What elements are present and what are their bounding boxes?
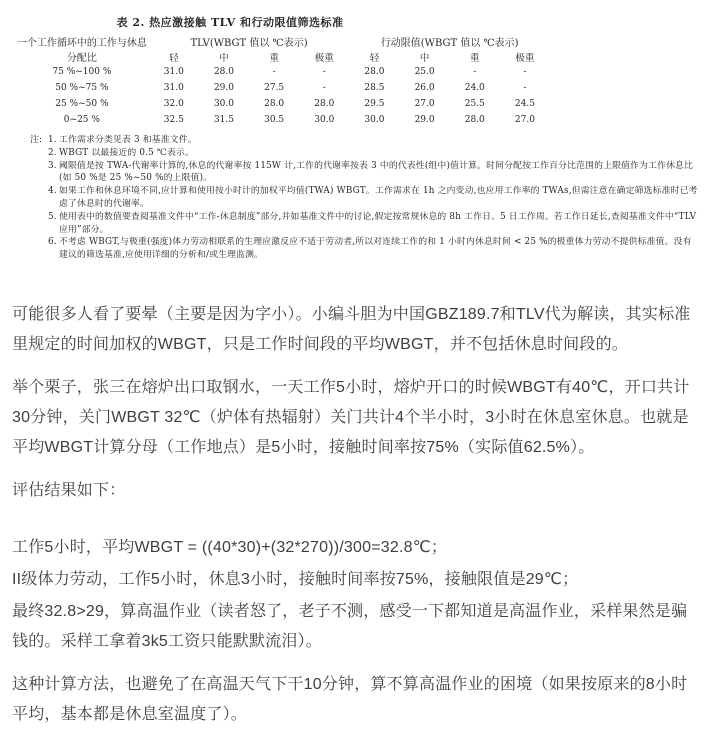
paragraph-results-heading: 评估结果如下： bbox=[12, 481, 126, 499]
table-cell: 27.5 bbox=[264, 83, 285, 93]
footnote bbox=[48, 147, 698, 160]
col-header: 极重 bbox=[314, 52, 334, 64]
footnote bbox=[48, 134, 698, 147]
footnote-number: 1. bbox=[48, 135, 57, 145]
table-cell: 31.0 bbox=[163, 67, 184, 77]
table-cell: 30.0 bbox=[213, 99, 234, 109]
paragraph-labor-level: II级体力劳动，工作5小时，休息3小时，接触时间率按75%，接触限值是29℃； bbox=[12, 570, 579, 588]
row-label: 25 %~50 % bbox=[55, 99, 109, 109]
table-cell: 25.5 bbox=[464, 99, 485, 109]
footnote-text: 阈限值是按 TWA-代谢率计算的,休息的代谢率按 115W 计,工作的代谢率按表 3 中的代表性(组中)值计算。时间分配按工作百分比范围的上限值作为工作休息比(如 50 %是 25 %~50 %的上限值)。 bbox=[59, 160, 694, 184]
table-cell: - bbox=[523, 83, 527, 93]
action-limit-group-header: 行动限值(WBGT 值以 ℃表示) bbox=[380, 38, 519, 50]
table-cell: 28.0 bbox=[213, 67, 234, 77]
table-row bbox=[15, 96, 550, 112]
table-cell: 30.0 bbox=[314, 115, 335, 125]
table-cell: 26.0 bbox=[414, 83, 435, 93]
table-cell: 28.0 bbox=[314, 99, 335, 109]
table-row bbox=[15, 80, 550, 96]
table-row bbox=[15, 64, 550, 80]
footnote bbox=[48, 211, 698, 237]
table-2-section bbox=[0, 0, 705, 262]
table-footnotes bbox=[30, 134, 698, 262]
col-header: 轻 bbox=[169, 52, 179, 64]
table-cell: - bbox=[322, 83, 326, 93]
footnote-text: 使用表中的数值要查阅基准文件中“工作-休息制度”部分,并如基准文件中的讨论,假定按常规休息的 8h 工作日、5 日工作周。若工作日延长,查阅基准文件中“TLV 应用”部分。 bbox=[59, 211, 697, 235]
table-cell: 29.0 bbox=[414, 115, 435, 125]
footnote-number: 6. bbox=[48, 237, 57, 248]
col-header: 极重 bbox=[515, 52, 535, 64]
table-cell: 32.0 bbox=[163, 99, 184, 109]
col-header: 中 bbox=[419, 52, 430, 64]
work-rest-ratio-header: 一个工作循环中的工作与休息分配比 bbox=[16, 38, 147, 64]
table-cell: 31.0 bbox=[163, 83, 184, 93]
article-body bbox=[0, 300, 705, 730]
col-header: 中 bbox=[219, 52, 229, 64]
paragraph-method-note: 这种计算方法，也避免了在高温天气下干10分钟，算不算高温作业的困境（如果按原来的8小时平均，基本都是休息室温度了）。 bbox=[12, 675, 688, 723]
table-group-header-row bbox=[15, 34, 550, 50]
table-cell: 30.0 bbox=[364, 115, 385, 125]
table-cell: 28.0 bbox=[464, 115, 485, 125]
table-cell: 24.0 bbox=[464, 83, 485, 93]
table-cell: 29.5 bbox=[364, 99, 385, 109]
table-cell: 28.5 bbox=[364, 83, 385, 93]
notes-prefix-label: 注: bbox=[30, 135, 43, 145]
row-label: 0~25 % bbox=[63, 115, 100, 125]
table-cell: 31.5 bbox=[213, 115, 234, 125]
footnote bbox=[48, 185, 698, 211]
footnote-text: 工作需求分类见表 3 和基准文件。 bbox=[59, 135, 197, 145]
footnote-number: 3. bbox=[48, 160, 57, 171]
paragraph-example: 举个栗子，张三在熔炉出口取钢水，一天工作5小时，熔炉开口的时候WBGT有40℃，开口共计30分钟，关门WBGT 32℃（炉体有热辐射）关门共计4个半小时，3小时在休息室休息。也就是平均WBGT计算分母（工作地点）是5小时，接触时间率按75%（实际值62.5%）。 bbox=[12, 378, 690, 456]
table-cell: 30.5 bbox=[264, 115, 285, 125]
paragraph-conclusion: 最终32.8>29，算高温作业（读者怒了，老子不测，感受一下都知道是高温作业，采样果然是骗钱的。采样工拿着3k5工资只能默默流泪）。 bbox=[12, 602, 688, 650]
table-cell: - bbox=[523, 67, 527, 77]
footnote-number: 5. bbox=[48, 211, 57, 222]
footnote-number: 2. bbox=[48, 147, 57, 158]
footnote bbox=[48, 160, 698, 186]
col-header: 轻 bbox=[369, 52, 380, 64]
footnote bbox=[48, 236, 698, 262]
table-cell: 24.5 bbox=[514, 99, 535, 109]
table-cell: 27.0 bbox=[514, 115, 535, 125]
footnote-text: 如果工作和休息环境不同,应计算和使用按小时计的加权平均值(TWA) WBGT。工作需求在 1h 之内变动,也应用工作率的 TWAs,但需注意在确定筛选标准时已考虑了休息时的代谢率。 bbox=[59, 186, 698, 209]
paragraph-intro: 可能很多人看了要晕（主要是因为字小）。小编斗胆为中国GBZ189.7和TLV代为解读，其实标准里规定的时间加权的WBGT，只是工作时间段的平均WBGT，并不包括休息时间段的。 bbox=[12, 305, 691, 353]
table-cell: - bbox=[322, 67, 326, 77]
col-header: 重 bbox=[470, 52, 480, 64]
tlv-screening-table bbox=[15, 34, 550, 128]
table-cell: - bbox=[473, 67, 477, 77]
col-header: 重 bbox=[269, 52, 279, 64]
row-label: 75 %~100 % bbox=[52, 67, 112, 77]
table-cell: 25.0 bbox=[414, 67, 435, 77]
table-cell: 28.0 bbox=[364, 67, 385, 77]
table-title: 表 2. 热应激接触 TLV 和行动限值筛选标准 bbox=[116, 16, 344, 29]
table-cell: 29.0 bbox=[213, 83, 234, 93]
table-cell: 28.0 bbox=[264, 99, 285, 109]
footnote-text: 不考虑 WBGT,与极重(强度)体力劳动相联系的生理应激反应不适于劳动者,所以对连续工作的和 1 小时内休息时间 < 25 %的极重体力劳动不提供标准值。没有建议的筛选基准,应使用详细的分析和/或生理监测。 bbox=[59, 237, 692, 261]
table-cell: 27.0 bbox=[414, 99, 435, 109]
row-label: 50 %~75 % bbox=[55, 83, 109, 93]
table-row bbox=[15, 112, 550, 128]
footnote-text: WBGT 以最接近的 0.5 ℃表示。 bbox=[59, 147, 194, 158]
table-cell: - bbox=[272, 67, 276, 77]
footnote-number: 4. bbox=[48, 186, 57, 197]
tlv-group-header: TLV(WBGT 值以 ℃表示) bbox=[190, 38, 308, 50]
paragraph-wbgt-calculation: 工作5小时，平均WBGT = ((40*30)+(32*270))/300=32.8℃； bbox=[12, 538, 448, 556]
table-cell: 32.5 bbox=[163, 115, 184, 125]
